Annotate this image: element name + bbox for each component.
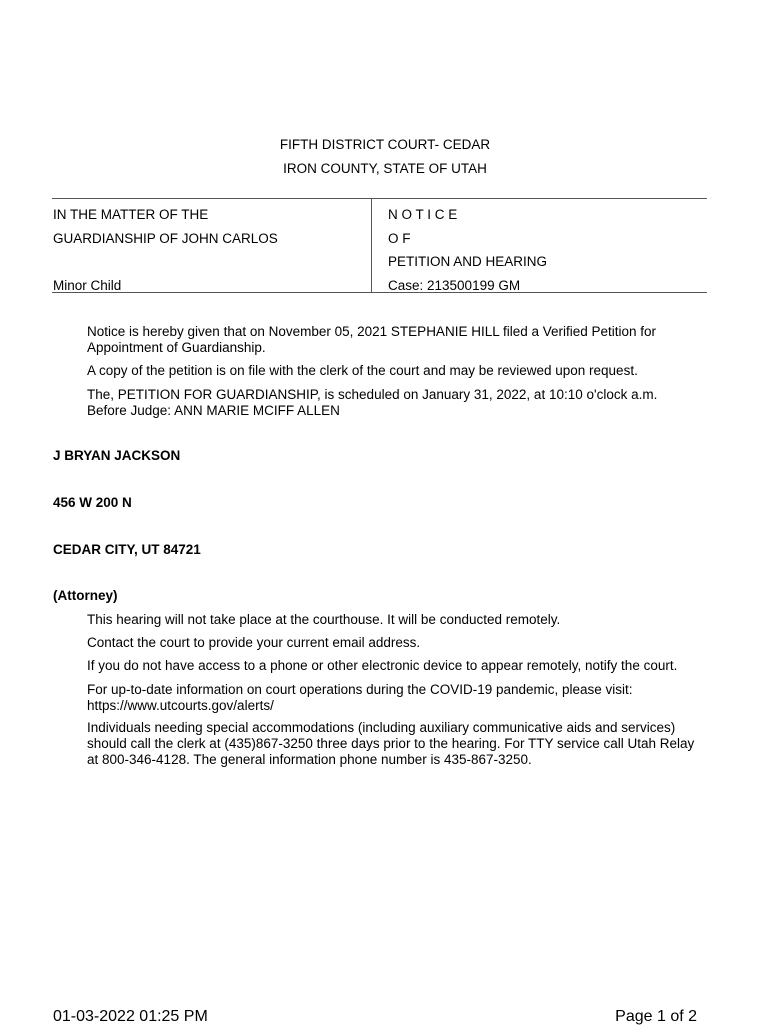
attorney-city: CEDAR CITY, UT 84721 bbox=[53, 542, 201, 557]
caption-minor-child: Minor Child bbox=[53, 278, 122, 293]
court-location: IRON COUNTY, STATE OF UTAH bbox=[283, 161, 487, 176]
caption-divider bbox=[371, 198, 372, 293]
case-number: Case: 213500199 GM bbox=[388, 278, 521, 293]
notice-paragraph-scheduled: The, PETITION FOR GUARDIANSHIP, is scheduled on January 31, 2022, at 10:10 o'clock a.m. bbox=[87, 387, 658, 402]
caption-of: O F bbox=[388, 231, 411, 246]
caption-petition-hearing: PETITION AND HEARING bbox=[388, 254, 548, 269]
note-contact-email: Contact the court to provide your current email address. bbox=[87, 635, 421, 650]
notice-paragraph-judge: Before Judge: ANN MARIE MCIFF ALLEN bbox=[87, 403, 340, 418]
note-covid-info: For up-to-date information on court operations during the COVID-19 pandemic, please visit: https://www.utcourts.gov/alerts/ bbox=[87, 682, 633, 713]
footer-timestamp: 01-03-2022 01:25 PM bbox=[53, 1008, 208, 1025]
caption-bottom-rule bbox=[52, 292, 707, 293]
caption-matter-line1: IN THE MATTER OF THE bbox=[53, 207, 209, 222]
attorney-label: (Attorney) bbox=[53, 588, 118, 603]
note-no-device: If you do not have access to a phone or other electronic device to appear remotely, notify the court. bbox=[87, 658, 678, 673]
notice-paragraph-filed: Notice is hereby given that on November 05, 2021 STEPHANIE HILL filed a Verified Petition for Appointment of Guardianship. bbox=[87, 324, 657, 355]
caption-matter-line2: GUARDIANSHIP OF JOHN CARLOS bbox=[53, 231, 278, 246]
attorney-name: J BRYAN JACKSON bbox=[53, 448, 181, 463]
note-accommodations: Individuals needing special accommodations (including auxiliary communicative aids and services) should call the clerk at (435)867-3250 three days prior to the hearing. For TTY service call Utah Relay at 800-346-4128. The general information phone number is 435-867-3250. bbox=[87, 720, 695, 767]
court-name: FIFTH DISTRICT COURT- CEDAR bbox=[279, 137, 491, 152]
caption-top-rule bbox=[52, 198, 707, 199]
footer-page-number: Page 1 of 2 bbox=[615, 1008, 697, 1025]
attorney-street: 456 W 200 N bbox=[53, 495, 132, 510]
notice-paragraph-copy: A copy of the petition is on file with the clerk of the court and may be reviewed upon request. bbox=[87, 363, 638, 378]
caption-notice: N O T I C E bbox=[388, 207, 458, 222]
note-remote-hearing: This hearing will not take place at the courthouse. It will be conducted remotely. bbox=[87, 612, 561, 627]
